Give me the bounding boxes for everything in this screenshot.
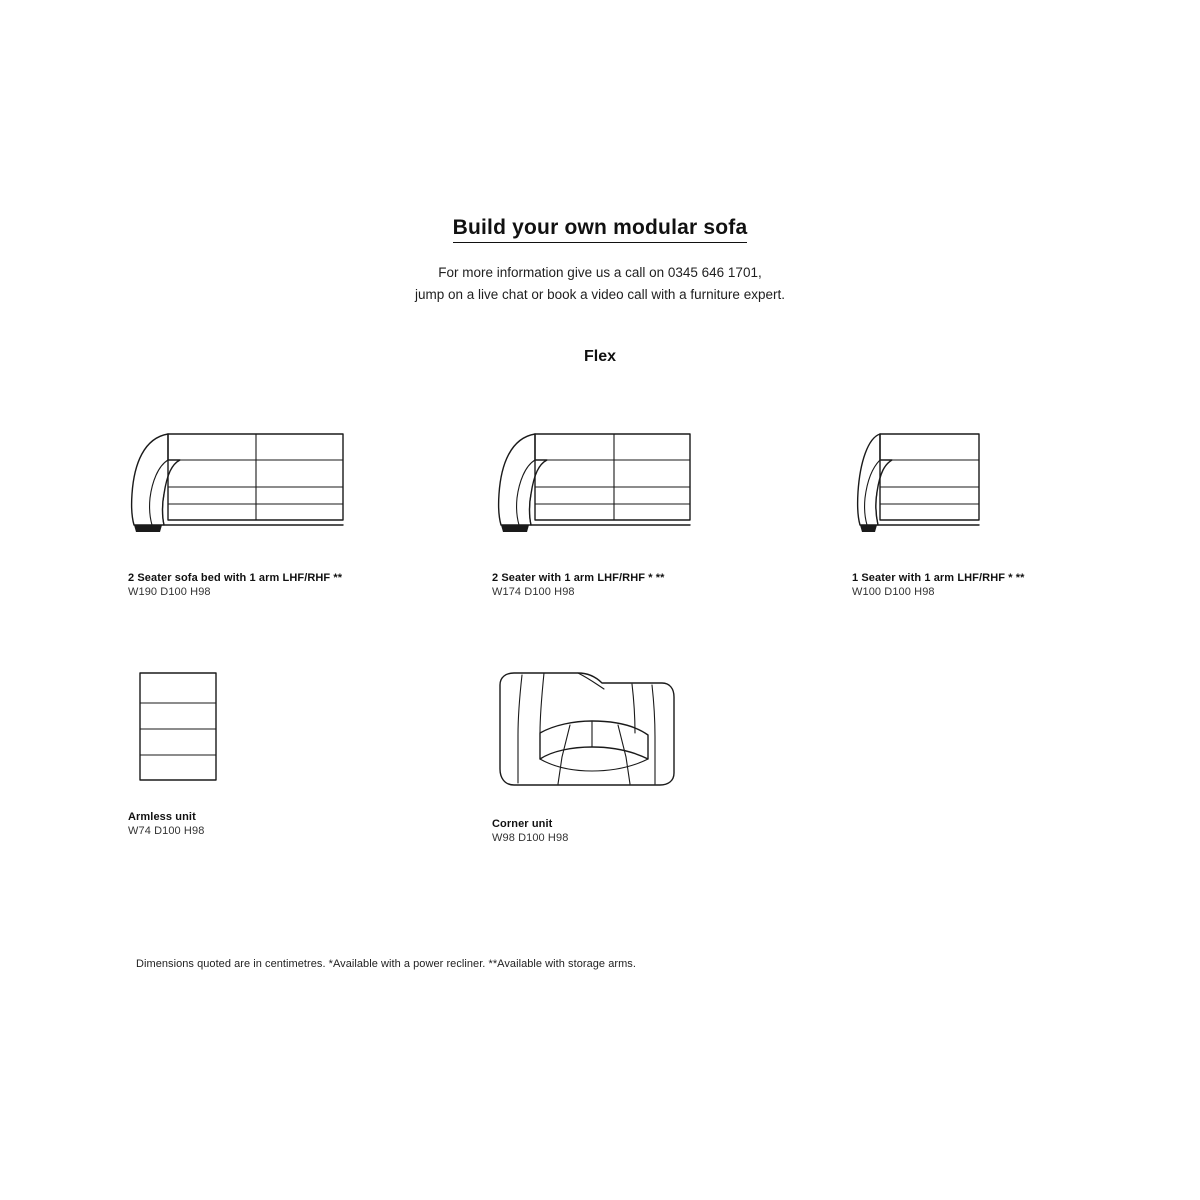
- product-dimensions: W74 D100 H98: [128, 825, 205, 837]
- page-title-text: Build your own modular sofa: [453, 216, 748, 243]
- product-name: 2 Seater sofa bed with 1 arm LHF/RHF **: [128, 572, 343, 584]
- product-name: 2 Seater with 1 arm LHF/RHF * **: [492, 572, 665, 584]
- product-dimensions: W190 D100 H98: [128, 586, 211, 598]
- footnote: Dimensions quoted are in centimetres. *Available with a power recliner. **Available with storage arms.: [136, 958, 636, 970]
- product-item: [128, 663, 248, 837]
- product-item: [492, 663, 692, 844]
- sofa-corner-unit-icon: [492, 663, 692, 795]
- sofa-2seater-one-arm-icon: [492, 424, 707, 559]
- product-item: [852, 424, 1042, 598]
- sofa-2seater-sofabed-one-arm-icon: [128, 424, 378, 559]
- product-dimensions: W98 D100 H98: [492, 832, 569, 844]
- product-dimensions: W174 D100 H98: [492, 586, 575, 598]
- sofa-1seater-one-arm-icon: [852, 424, 1042, 559]
- product-name: Corner unit: [492, 818, 553, 830]
- contact-info: [0, 262, 1200, 306]
- product-item: [128, 424, 378, 598]
- product-name: Armless unit: [128, 811, 196, 823]
- contact-info-line-2: jump on a live chat or book a video call with a furniture expert.: [415, 287, 785, 302]
- product-dimensions: W100 D100 H98: [852, 586, 935, 598]
- product-item: [492, 424, 707, 598]
- sofa-armless-unit-icon: [128, 663, 248, 788]
- collection-name: Flex: [583, 348, 616, 365]
- page-title: [0, 216, 1200, 240]
- contact-info-line-1: For more information give us a call on 0345 646 1701,: [438, 265, 762, 280]
- product-name: 1 Seater with 1 arm LHF/RHF * **: [852, 572, 1025, 584]
